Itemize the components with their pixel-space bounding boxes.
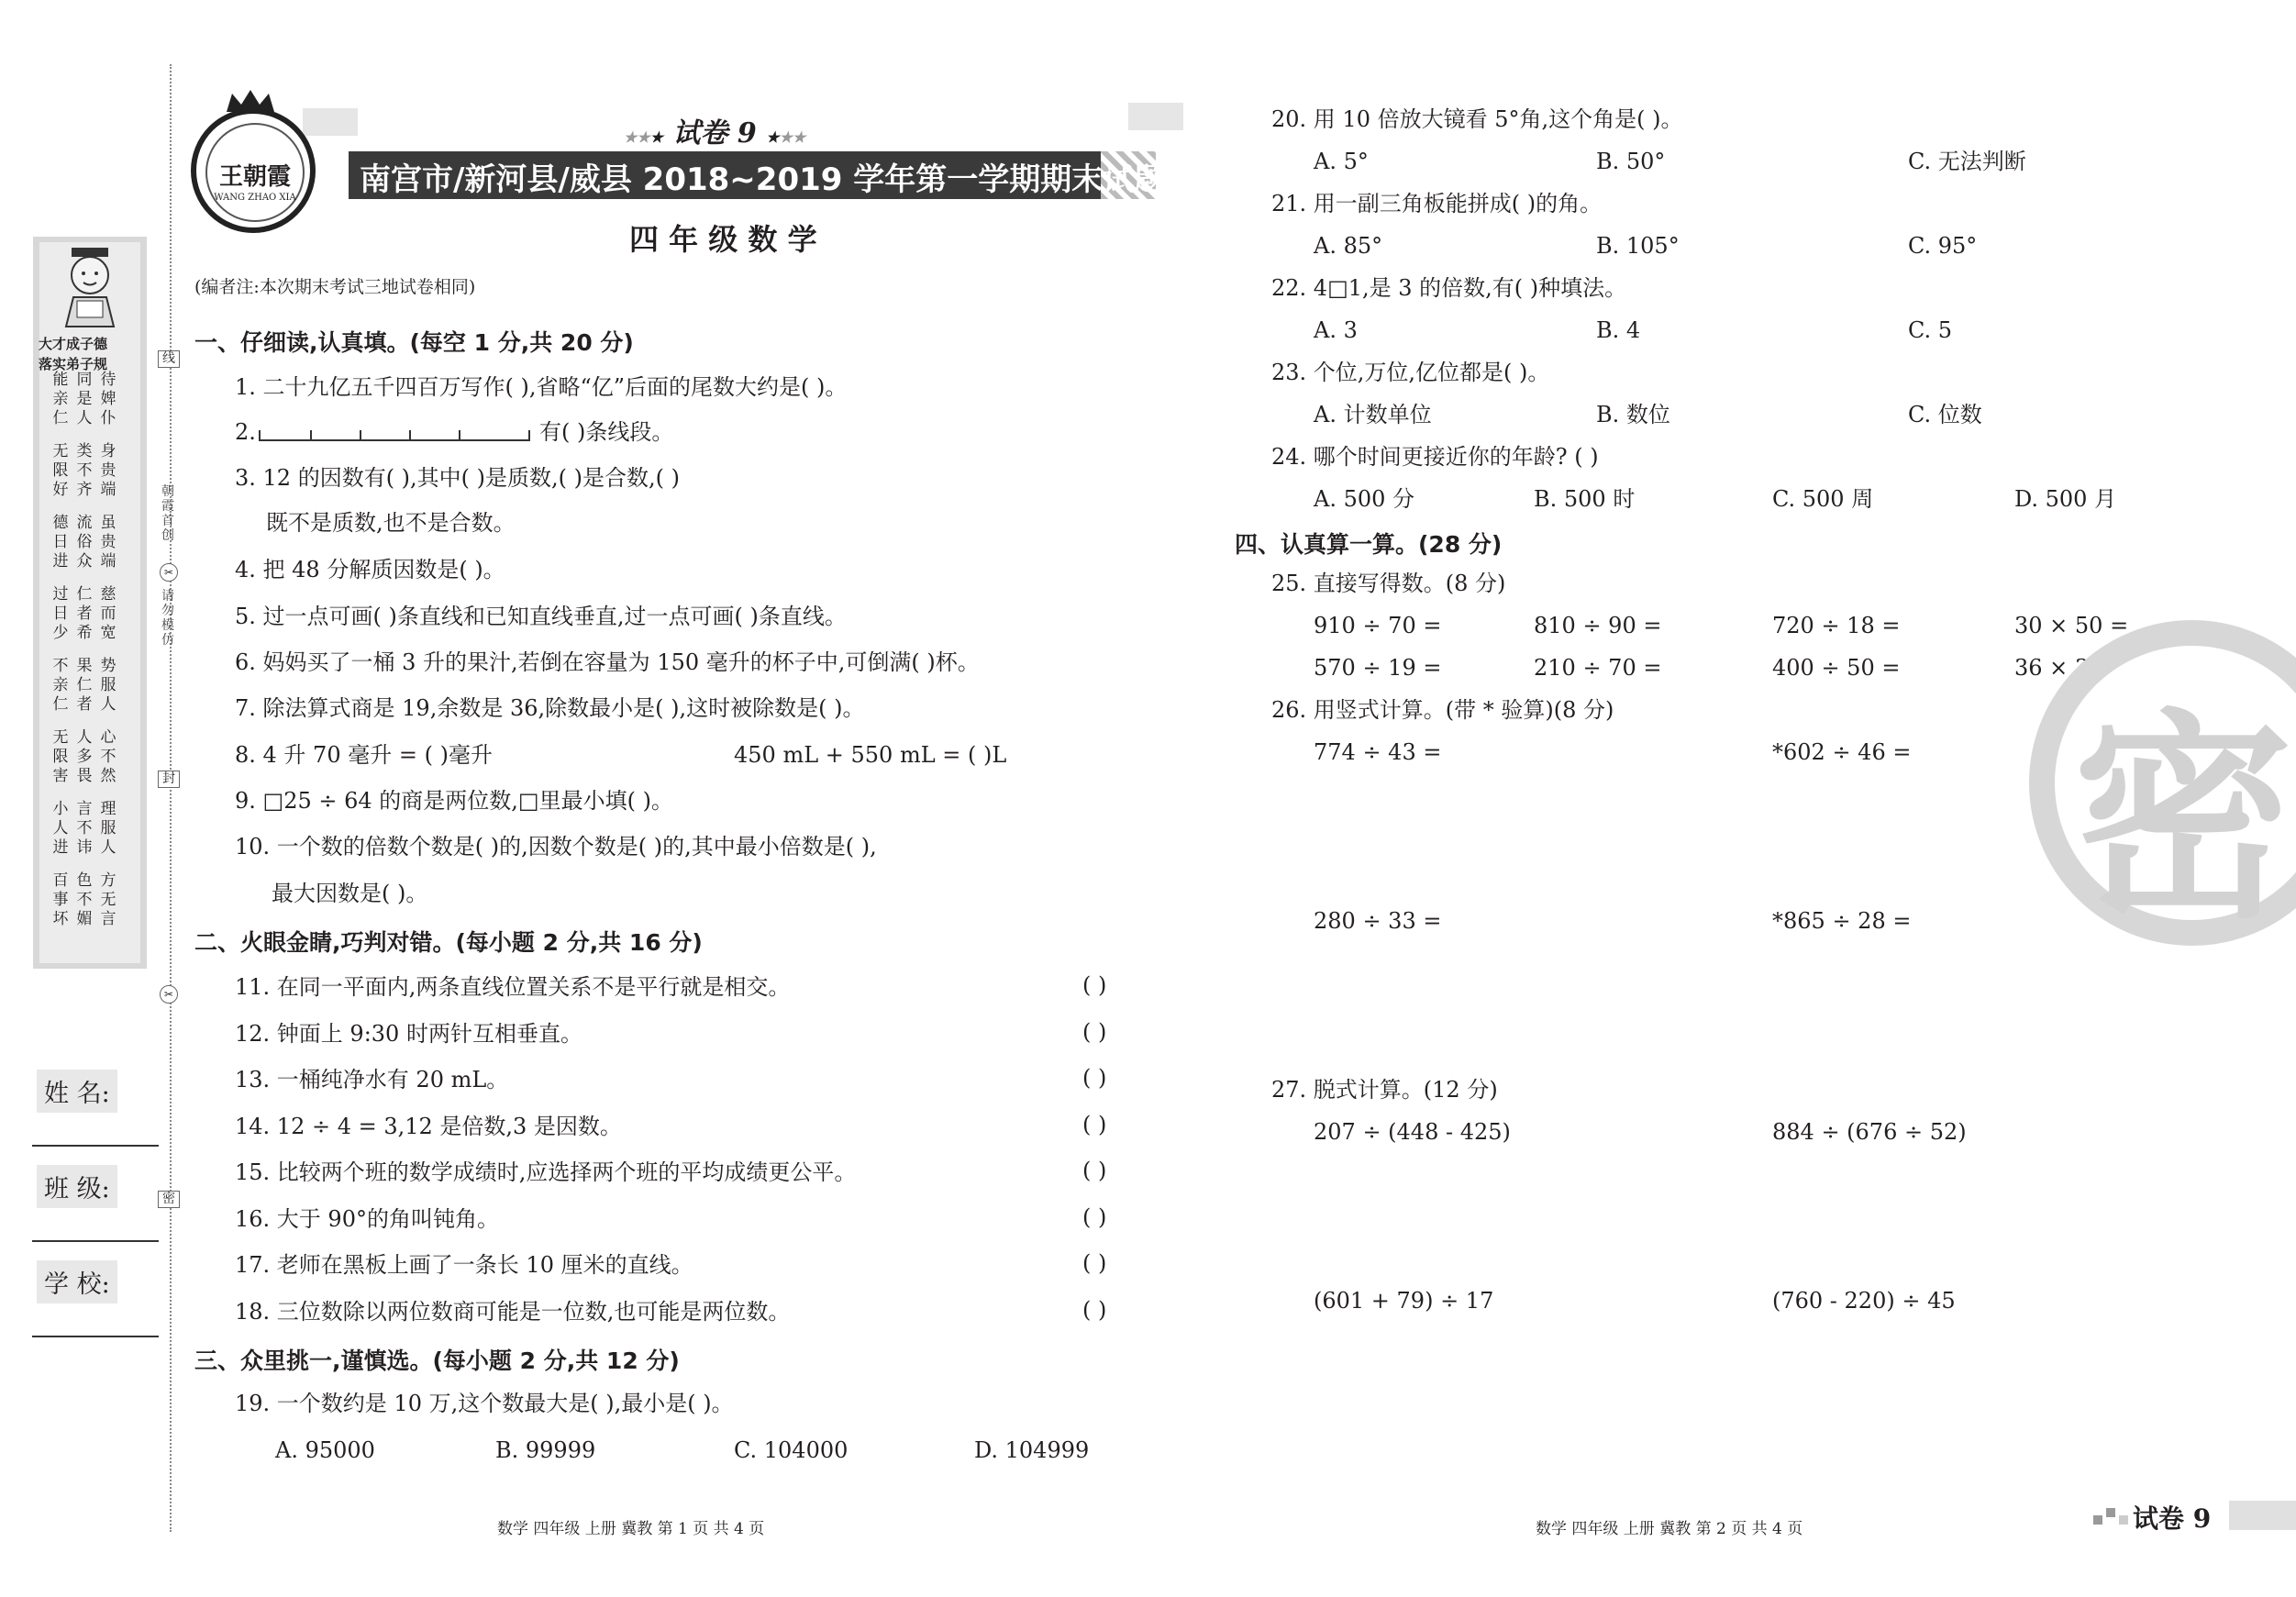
q22-option-c[interactable]: C. 5 xyxy=(1908,317,1953,343)
question-22: 22. 4□1,是 3 的倍数,有( )种填法。 xyxy=(1271,275,1627,301)
question-19: 19. 一个数约是 10 万,这个数最大是( ),最小是( )。 xyxy=(235,1391,734,1416)
question-2-number: 2. xyxy=(235,419,256,445)
section3-heading: 三、众里挑一,谨慎选。(每小题 2 分,共 12 分) xyxy=(194,1347,680,1374)
sidebar-motto-column: 小人进 xyxy=(52,800,69,857)
star-icon: ★★ xyxy=(779,128,806,146)
corner-square-icon xyxy=(2119,1515,2128,1525)
sidebar-motto-column: 流俗众 xyxy=(76,514,93,571)
sidebar-motto-column: 不亲仁 xyxy=(52,657,69,714)
brand-logo-sub: WANG ZHAO XIA xyxy=(214,193,296,203)
q26-item-1: 774 ÷ 43 = xyxy=(1314,739,1442,765)
q19-option-d[interactable]: D. 104999 xyxy=(974,1437,1090,1463)
exam-tag-text: 试卷 9 xyxy=(672,117,757,150)
question-27: 27. 脱式计算。(12 分) xyxy=(1271,1077,1498,1103)
segment-tick xyxy=(310,430,312,441)
question-9: 9. □25 ÷ 64 的商是两位数,□里最小填( )。 xyxy=(235,788,673,814)
q23-option-c[interactable]: C. 位数 xyxy=(1908,402,1982,427)
sidebar-motto-1: 大才成子德 xyxy=(39,336,108,352)
fold-text-1: 朝霞首创 xyxy=(161,484,174,543)
brand-logo-ring xyxy=(205,123,305,222)
sidebar-motto-column: 势服人 xyxy=(100,657,116,714)
judge-answer-blank[interactable]: ( ) xyxy=(1082,1296,1107,1323)
judge-question: 18. 三位数除以两位数商可能是一位数,也可能是两位数。 xyxy=(235,1298,791,1325)
sidebar-motto-column: 方无言 xyxy=(100,871,116,928)
sidebar-motto-column: 能亲仁 xyxy=(52,371,69,427)
q25-item-5: 570 ÷ 19 = xyxy=(1314,655,1442,681)
judge-answer-blank[interactable]: ( ) xyxy=(1082,1111,1107,1137)
sidebar-motto-column: 心不然 xyxy=(100,728,116,785)
fold-tag-secret: 密 xyxy=(158,1191,180,1208)
question-4: 4. 把 48 分解质因数是( )。 xyxy=(235,557,505,582)
q20-option-c[interactable]: C. 无法判断 xyxy=(1908,149,2026,174)
q23-option-b[interactable]: B. 数位 xyxy=(1596,402,1670,427)
name-label: 姓 名: xyxy=(37,1070,117,1113)
name-field[interactable] xyxy=(32,1145,159,1147)
judge-question: 13. 一桶纯净水有 20 mL。 xyxy=(235,1067,509,1092)
question-24: 24. 哪个时间更接近你的年龄? ( ) xyxy=(1271,444,1599,470)
question-3b: 既不是质数,也不是合数。 xyxy=(266,510,516,536)
q23-option-a[interactable]: A. 计数单位 xyxy=(1314,402,1432,427)
sidebar-motto-column: 百事坏 xyxy=(52,871,69,928)
sidebar-motto-column: 虽贵端 xyxy=(100,514,116,571)
sidebar-motto-column: 仁者希 xyxy=(76,585,93,642)
segment-diagram xyxy=(259,439,530,441)
scholar-figure-icon xyxy=(53,246,127,328)
section1-heading: 一、仔细读,认真填。(每空 1 分,共 20 分) xyxy=(194,329,634,356)
sidebar-motto-column: 待婢仆 xyxy=(100,371,116,427)
q24-option-c[interactable]: C. 500 周 xyxy=(1772,486,1874,512)
q24-option-a[interactable]: A. 500 分 xyxy=(1314,486,1415,512)
question-8b: 450 mL + 550 mL = ( )L xyxy=(734,742,1007,768)
judge-question: 16. 大于 90°的角叫钝角。 xyxy=(235,1205,499,1232)
segment-tick xyxy=(409,430,411,441)
sidebar-motto-column: 同是人 xyxy=(76,371,93,427)
segment-tick xyxy=(459,430,460,441)
sidebar-motto-column: 类不齐 xyxy=(76,442,93,499)
q26-item-3: 280 ÷ 33 = xyxy=(1314,908,1442,934)
q20-option-b[interactable]: B. 50° xyxy=(1596,149,1666,174)
q25-item-1: 910 ÷ 70 = xyxy=(1314,613,1442,638)
sidebar-motto-column: 无限好 xyxy=(52,442,69,499)
ribbon-right xyxy=(1128,103,1183,130)
q20-option-a[interactable]: A. 5° xyxy=(1314,149,1369,174)
question-7: 7. 除法算式商是 19,余数是 36,除数最小是( ),这时被除数是( )。 xyxy=(235,695,865,721)
segment-tick xyxy=(528,430,530,441)
q19-option-c[interactable]: C. 104000 xyxy=(734,1437,849,1463)
fold-tag-line: 线 xyxy=(158,350,180,368)
q24-option-d[interactable]: D. 500 月 xyxy=(2014,486,2117,512)
question-1: 1. 二十九亿五千四百万写作( ),省略“亿”后面的尾数大约是( )。 xyxy=(235,374,848,400)
q21-option-a[interactable]: A. 85° xyxy=(1314,233,1383,259)
class-label: 班 级: xyxy=(37,1165,117,1208)
question-25: 25. 直接写得数。(8 分) xyxy=(1271,571,1506,596)
ribbon-left xyxy=(303,108,358,136)
judge-question: 11. 在同一平面内,两条直线位置关系不是平行就是相交。 xyxy=(235,974,791,1000)
judge-answer-blank[interactable]: ( ) xyxy=(1082,1203,1107,1230)
corner-square-icon xyxy=(2106,1508,2115,1517)
judge-answer-blank[interactable]: ( ) xyxy=(1082,972,1107,998)
judge-answer-blank[interactable]: ( ) xyxy=(1082,1018,1107,1045)
q26-item-4: *865 ÷ 28 = xyxy=(1772,908,1912,934)
sidebar-motto-column: 过日少 xyxy=(52,585,69,642)
star-icon: ★ xyxy=(649,128,664,146)
q21-option-c[interactable]: C. 95° xyxy=(1908,233,1978,259)
class-field[interactable] xyxy=(32,1240,159,1242)
subject-title: 四 年 级 数 学 xyxy=(629,222,817,257)
q27-item-4: (760 - 220) ÷ 45 xyxy=(1772,1288,1956,1314)
q27-item-2: 884 ÷ (676 ÷ 52) xyxy=(1772,1119,1967,1145)
q25-item-2: 810 ÷ 90 = xyxy=(1534,613,1662,638)
page-title: 南宫市/新河县/威县 2018~2019 学年第一学期期末试题 xyxy=(360,161,1166,198)
section2-heading: 二、火眼金睛,巧判对错。(每小题 2 分,共 16 分) xyxy=(194,929,703,956)
q25-item-3: 720 ÷ 18 = xyxy=(1772,613,1901,638)
q27-item-3: (601 + 79) ÷ 17 xyxy=(1314,1288,1494,1314)
q19-option-a[interactable]: A. 95000 xyxy=(275,1437,375,1463)
sidebar-motto-column: 德日进 xyxy=(52,514,69,571)
fold-circle-icon: ✂ xyxy=(160,563,178,582)
fold-tag-seal: 封 xyxy=(158,771,180,788)
corner-bar xyxy=(2229,1501,2296,1530)
sidebar-motto-column: 理服人 xyxy=(100,800,116,857)
school-field[interactable] xyxy=(32,1336,159,1337)
judge-answer-blank[interactable]: ( ) xyxy=(1082,1250,1107,1276)
q24-option-b[interactable]: B. 500 时 xyxy=(1534,486,1636,512)
sidebar-motto-column: 言不讳 xyxy=(76,800,93,857)
fold-line xyxy=(170,64,172,1532)
school-label: 学 校: xyxy=(37,1260,117,1303)
q25-item-8: 36 × 3 = xyxy=(2014,655,2114,681)
brand-logo-text: 王朝霞 xyxy=(218,163,291,191)
fold-circle-icon-2: ✂ xyxy=(160,985,178,1004)
q25-item-4: 30 × 50 = xyxy=(2014,613,2129,638)
judge-question: 17. 老师在黑板上画了一条长 10 厘米的直线。 xyxy=(235,1252,693,1278)
sidebar-motto-column: 身贵端 xyxy=(100,442,116,499)
segment-tick xyxy=(360,430,361,441)
question-6: 6. 妈妈买了一桶 3 升的果汁,若倒在容量为 150 毫升的杯子中,可倒满( )杯。 xyxy=(235,649,980,675)
footer-left: 数学 四年级 上册 冀教 第 1 页 共 4 页 xyxy=(497,1520,765,1538)
question-20: 20. 用 10 倍放大镜看 5°角,这个角是( )。 xyxy=(1271,106,1683,132)
section4-heading: 四、认真算一算。(28 分) xyxy=(1235,531,1503,558)
segment-tick xyxy=(259,430,261,441)
star-icon: ★ xyxy=(766,128,780,146)
judge-answer-blank[interactable]: ( ) xyxy=(1082,1065,1107,1091)
exam-tag xyxy=(624,110,805,150)
corner-exam-tag: 试卷 9 xyxy=(2133,1503,2212,1534)
star-icon: ★★ xyxy=(624,128,650,146)
q21-option-b[interactable]: B. 105° xyxy=(1596,233,1680,259)
judge-question: 12. 钟面上 9:30 时两针互相垂直。 xyxy=(235,1020,582,1047)
question-8a: 8. 4 升 70 毫升 = ( )毫升 xyxy=(235,742,493,768)
footer-right: 数学 四年级 上册 冀教 第 2 页 共 4 页 xyxy=(1536,1520,1803,1538)
secret-seal-char: 密 xyxy=(2073,691,2294,948)
q25-item-6: 210 ÷ 70 = xyxy=(1534,655,1662,681)
question-10b: 最大因数是( )。 xyxy=(272,881,428,906)
sidebar-motto-column: 慈而宽 xyxy=(100,585,116,642)
sidebar-motto-column: 无限害 xyxy=(52,728,69,785)
sidebar-motto-column: 人多畏 xyxy=(76,728,93,785)
sidebar-motto-column: 色不媚 xyxy=(76,871,93,928)
question-23: 23. 个位,万位,亿位都是( )。 xyxy=(1271,360,1550,385)
q27-item-1: 207 ÷ (448 - 425) xyxy=(1314,1119,1511,1145)
brand-logo xyxy=(191,108,316,233)
q26-item-2: *602 ÷ 46 = xyxy=(1772,739,1912,765)
q19-option-b[interactable]: B. 99999 xyxy=(495,1437,596,1463)
fold-text-2: 请勿模仿 xyxy=(161,589,174,648)
q22-option-b[interactable]: B. 4 xyxy=(1596,317,1641,343)
judge-question: 14. 12 ÷ 4 = 3,12 是倍数,3 是因数。 xyxy=(235,1113,622,1139)
sidebar-motto-column: 果仁者 xyxy=(76,657,93,714)
judge-answer-blank[interactable]: ( ) xyxy=(1082,1158,1107,1183)
question-26: 26. 用竖式计算。(带 * 验算)(8 分) xyxy=(1271,697,1614,723)
judge-question: 15. 比较两个班的数学成绩时,应选择两个班的平均成绩更公平。 xyxy=(235,1159,857,1185)
question-21: 21. 用一副三角板能拼成( )的角。 xyxy=(1271,191,1603,216)
question-10a: 10. 一个数的倍数个数是( )的,因数个数是( )的,其中最小倍数是( ), xyxy=(235,834,877,859)
question-5: 5. 过一点可画( )条直线和已知直线垂直,过一点可画( )条直线。 xyxy=(235,604,847,629)
question-3a: 3. 12 的因数有( ),其中( )是质数,( )是合数,( ) xyxy=(235,465,681,491)
corner-square-icon xyxy=(2093,1515,2102,1525)
question-2: 有( )条线段。 xyxy=(539,419,674,445)
sidebar-motto-2: 落实弟子规 xyxy=(39,356,108,372)
editor-note: (编者注:本次期末考试三地试卷相同) xyxy=(194,277,476,297)
q22-option-a[interactable]: A. 3 xyxy=(1314,317,1358,343)
q25-item-7: 400 ÷ 50 = xyxy=(1772,655,1901,681)
